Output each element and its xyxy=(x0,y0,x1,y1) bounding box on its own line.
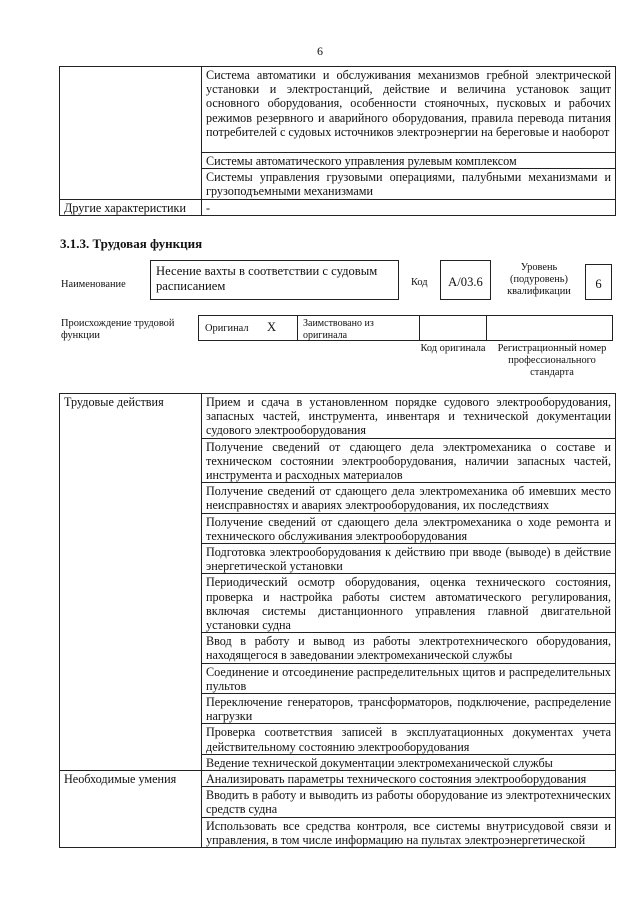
row-label: Другие характеристики xyxy=(60,199,202,215)
table-cell: - xyxy=(202,199,616,215)
original-mark: X xyxy=(267,320,277,334)
labor-action-row: Ведение технической документации электромеханической службы xyxy=(202,754,616,770)
labor-action-row: Ввод в работу и вывод из работы электротехнического оборудования, находящегося в заведовании электромеханической службы xyxy=(202,633,616,663)
code-value: А/03.6 xyxy=(448,275,483,289)
code-box xyxy=(440,260,491,300)
function-name-value: Несение вахты в соответствии с судовым расписанием xyxy=(156,264,378,293)
original-box xyxy=(198,315,298,341)
function-name-box xyxy=(150,260,399,300)
section-title: 3.1.3. Трудовая функция xyxy=(60,236,203,251)
labor-action-row: Периодический осмотр оборудования, оценка технического состояния, проверка и настройка работы систем автоматического регулирования, включая системы дистанционного управления главной двигательной установки судна xyxy=(202,574,616,633)
original-label: Оригинал xyxy=(205,323,249,334)
level-box xyxy=(585,264,612,300)
page-number: 6 xyxy=(317,44,323,58)
knowledge-table-continued xyxy=(59,66,616,216)
labor-action-row: Получение сведений от сдающего дела электромеханика о ходе ремонта и технического обслуживания электрооборудования xyxy=(202,513,616,543)
labor-action-row: Прием и сдача в установленном порядке судового электрооборудования, запасных частей, инструмента, инвентаря и технической документации судового электрооборудования xyxy=(202,394,616,439)
skills-label: Необходимые умения xyxy=(60,771,202,848)
skill-row: Использовать все средства контроля, все системы внутрисудовой связи и управления, в том числе информацию на пультах электроэнергетической xyxy=(202,817,616,847)
level-value: 6 xyxy=(595,277,602,291)
reg-number-label: Регистрационный номер профессионального стандарта xyxy=(497,343,607,378)
labor-action-row: Проверка соответствия записей в эксплуатационных документах учета действительному состоянию электрооборудования xyxy=(202,724,616,754)
level-label: Уровень (подуровень) квалификации xyxy=(507,262,571,297)
labor-action-row: Получение сведений от сдающего дела электромеханика об имевших место неисправностях и авариях электрооборудования, их последствиях xyxy=(202,483,616,513)
labor-actions-label: Трудовые действия xyxy=(60,394,202,771)
origin-label: Происхождение трудовой функции xyxy=(61,318,175,341)
empty-label-cell xyxy=(60,67,202,200)
table-cell: Системы автоматического управления рулевым комплексом xyxy=(202,153,616,169)
borrowed-box xyxy=(297,315,420,341)
borrowed-label: Заимствовано из оригинала xyxy=(303,318,374,341)
table-cell: Системы управления грузовыми операциями, палубными механизмами и грузоподъемными механизмами xyxy=(202,169,616,199)
code-label: Код xyxy=(411,277,428,288)
skill-row: Анализировать параметры технического состояния электрооборудования xyxy=(202,771,616,787)
labor-action-row: Переключение генераторов, трансформаторов, подключение, распределение нагрузки xyxy=(202,694,616,724)
labor-action-row: Подготовка электрооборудования к действию при вводе (выводе) в действие энергетической установки xyxy=(202,544,616,574)
skill-row: Вводить в работу и выводить из работы оборудование из электротехнических средств судна xyxy=(202,787,616,817)
name-label: Наименование xyxy=(61,279,126,290)
labor-action-row: Получение сведений от сдающего дела электромеханика о составе и техническом состоянии электрооборудования, наличии запасных частей, инструмента и расходных материалов xyxy=(202,438,616,483)
reg-number-box xyxy=(486,315,613,341)
labor-action-row: Соединение и отсоединение распределительных щитов и распределительных пультов xyxy=(202,663,616,693)
labor-function-table xyxy=(59,393,616,848)
table-cell: Система автоматики и обслуживания механизмов гребной электрической установки и электростанций, действие и величина установок защит основного оборудования, особенности стояночных, пусковых и рабочих режимов резервного и аварийного оборудования, правила перевода питания потребителей с судовых источников электроэнергии на береговые и наоборот xyxy=(202,67,616,153)
code-original-label: Код оригинала xyxy=(420,343,486,354)
code-original-box xyxy=(419,315,487,341)
